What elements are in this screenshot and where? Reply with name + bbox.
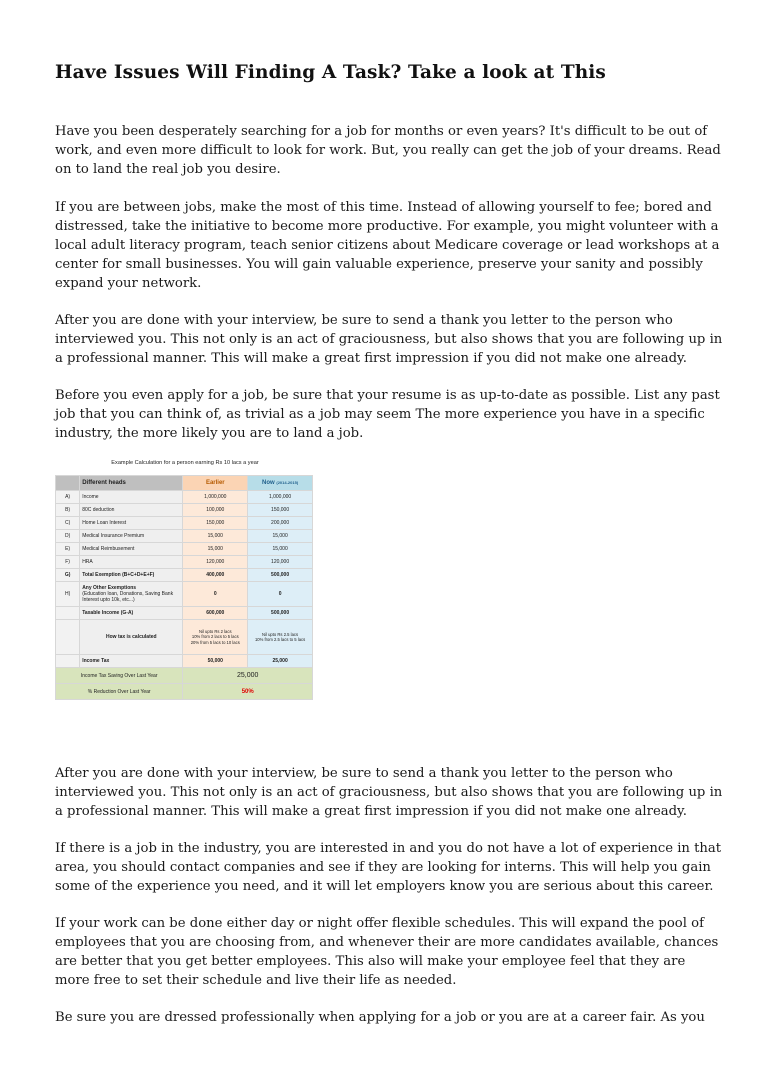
table-row <box>56 530 313 543</box>
paragraph: After you are done with your interview, be sure to send a thank you letter to the person who interviewed you. This not only is an act of graciousness, but also shows that you are following up in a professional manner. This will make a great first impression if you did not make one already. <box>55 313 723 366</box>
row-earlier: 1,000,000 <box>183 491 248 504</box>
header-now <box>248 476 313 491</box>
row-now: 15,000 <box>248 543 313 556</box>
table-row-saving <box>56 668 313 684</box>
table-row-other-exemptions <box>56 582 313 607</box>
row-now: 0 <box>248 582 313 607</box>
header-now-label: Now <box>262 480 275 486</box>
reduction-head: % Reduction Over Last Year <box>56 684 183 700</box>
reduction-value: 50% <box>183 684 313 700</box>
paragraph: Have you been desperately searching for a job for months or even years? It's difficult to be out of work, and even more difficult to look for work. But, you really can get the job of your dreams. Read on to land the real job you desire. <box>55 124 721 177</box>
row-now: 150,000 <box>248 504 313 517</box>
table-row <box>56 504 313 517</box>
row-head: Income <box>80 491 183 504</box>
row-earlier: 400,000 <box>183 569 248 582</box>
table-row <box>56 517 313 530</box>
row-label: C) <box>56 517 80 530</box>
row-head: HRA <box>80 556 183 569</box>
row-earlier: 150,000 <box>183 517 248 530</box>
row-earlier: 120,000 <box>183 556 248 569</box>
row-head <box>80 582 183 607</box>
row-head: Income Tax <box>80 655 183 668</box>
row-earlier: 15,000 <box>183 543 248 556</box>
row-earlier: 15,000 <box>183 530 248 543</box>
saving-value: 25,000 <box>183 668 313 684</box>
row-now: 25,000 <box>248 655 313 668</box>
row-earlier <box>183 620 248 655</box>
now-rule: Nil upto Rs 2.5 lacs <box>262 631 299 637</box>
row-label <box>56 607 80 620</box>
figure-title: Example Calculation for a person earning Rs 10 lacs a year <box>111 460 259 466</box>
row-earlier: 0 <box>183 582 248 607</box>
paragraph: After you are done with your interview, be sure to send a thank you letter to the person who interviewed you. This not only is an act of graciousness, but also shows that you are following up in a professional manner. This will make a great first impression if you did not make one already. <box>55 766 723 819</box>
tax-table <box>55 475 313 700</box>
paragraph: If you are between jobs, make the most of this time. Instead of allowing yourself to fee; bored and distressed, take the initiative to become more productive. For example, you might volunteer with a local adult literacy program, teach senior citizens about Medicare coverage or lead workshops at a center for small businesses. You will gain valuable experience, preserve your sanity and possibly expand your network. <box>55 200 720 291</box>
row-head: Taxable Income (G-A) <box>80 607 183 620</box>
table-row <box>56 543 313 556</box>
table-header-row <box>56 476 313 491</box>
row-now <box>248 620 313 655</box>
paragraph: If your work can be done either day or night offer flexible schedules. This will expand the pool of employees that you are choosing from, and whenever their are more candidates available, chances are better that you get better employees. This also will make your employee feel that they are more free to set their schedule and live their life as needed. <box>55 916 719 988</box>
row-head: Home Loan Interest <box>80 517 183 530</box>
row-head: Medical Insurance Premium <box>80 530 183 543</box>
row-label <box>56 655 80 668</box>
row-now: 500,000 <box>248 569 313 582</box>
row-earlier: 50,000 <box>183 655 248 668</box>
now-rule: 10% from 2.5 lacs to 5 lacs <box>254 637 306 642</box>
table-row-taxable <box>56 607 313 620</box>
row-now: 120,000 <box>248 556 313 569</box>
other-exemptions-title: Any Other Exemptions <box>82 585 137 591</box>
row-now: 500,000 <box>248 607 313 620</box>
header-now-sub: (2014-2015) <box>276 480 299 485</box>
header-earlier: Earlier <box>183 476 248 491</box>
table-row-how-tax <box>56 620 313 655</box>
paragraph: Be sure you are dressed professionally when applying for a job or you are at a career fair. As you <box>55 1010 705 1025</box>
row-label: E) <box>56 543 80 556</box>
row-head: How tax is calculated <box>80 620 183 655</box>
row-now: 1,000,000 <box>248 491 313 504</box>
page-title: Have Issues Will Finding A Task? Take a look at This <box>55 62 606 83</box>
row-now: 15,000 <box>248 530 313 543</box>
earlier-rule: Nil upto Rs 2 lacs <box>198 628 232 634</box>
row-label: H) <box>56 582 80 607</box>
row-label: A) <box>56 491 80 504</box>
row-now: 200,000 <box>248 517 313 530</box>
table-row-income-tax <box>56 655 313 668</box>
paragraph: Before you even apply for a job, be sure that your resume is as up-to-date as possible. List any past job that you can think of, as trivial as a job may seem The more experience you have in a specific industry, the more likely you are to land a job. <box>55 388 720 441</box>
table-row <box>56 491 313 504</box>
saving-head: Income Tax Saving Over Last Year <box>56 668 183 684</box>
row-earlier: 100,000 <box>183 504 248 517</box>
earlier-rule: 10% from 2 lacs to 5 lacs <box>191 634 239 640</box>
row-label: G) <box>56 569 80 582</box>
row-head: 80C deduction <box>80 504 183 517</box>
paragraph: If there is a job in the industry, you are interested in and you do not have a lot of experience in that area, you should contact companies and see if they are looking for interns. This will help you gain some of the experience you need, and it will let employers know you are serious about this career. <box>55 841 722 894</box>
row-label <box>56 620 80 655</box>
row-earlier: 600,000 <box>183 607 248 620</box>
earlier-rule: 20% from 5 lacs to 10 lacs <box>190 639 240 645</box>
row-label: F) <box>56 556 80 569</box>
table-row <box>56 556 313 569</box>
row-label: D) <box>56 530 80 543</box>
table-row-reduction <box>56 684 313 700</box>
row-label: B) <box>56 504 80 517</box>
tax-calculation-figure <box>55 460 315 708</box>
header-heads: Different heads <box>80 476 183 491</box>
other-exemptions-sub: (Education loan, Donations, Saving Bank Interest upto 10k, etc...) <box>82 591 174 603</box>
row-head: Medical Reimbusement <box>80 543 183 556</box>
header-label-cell <box>56 476 80 491</box>
table-row-total <box>56 569 313 582</box>
row-head: Total Exemption (B+C+D+E+F) <box>80 569 183 582</box>
